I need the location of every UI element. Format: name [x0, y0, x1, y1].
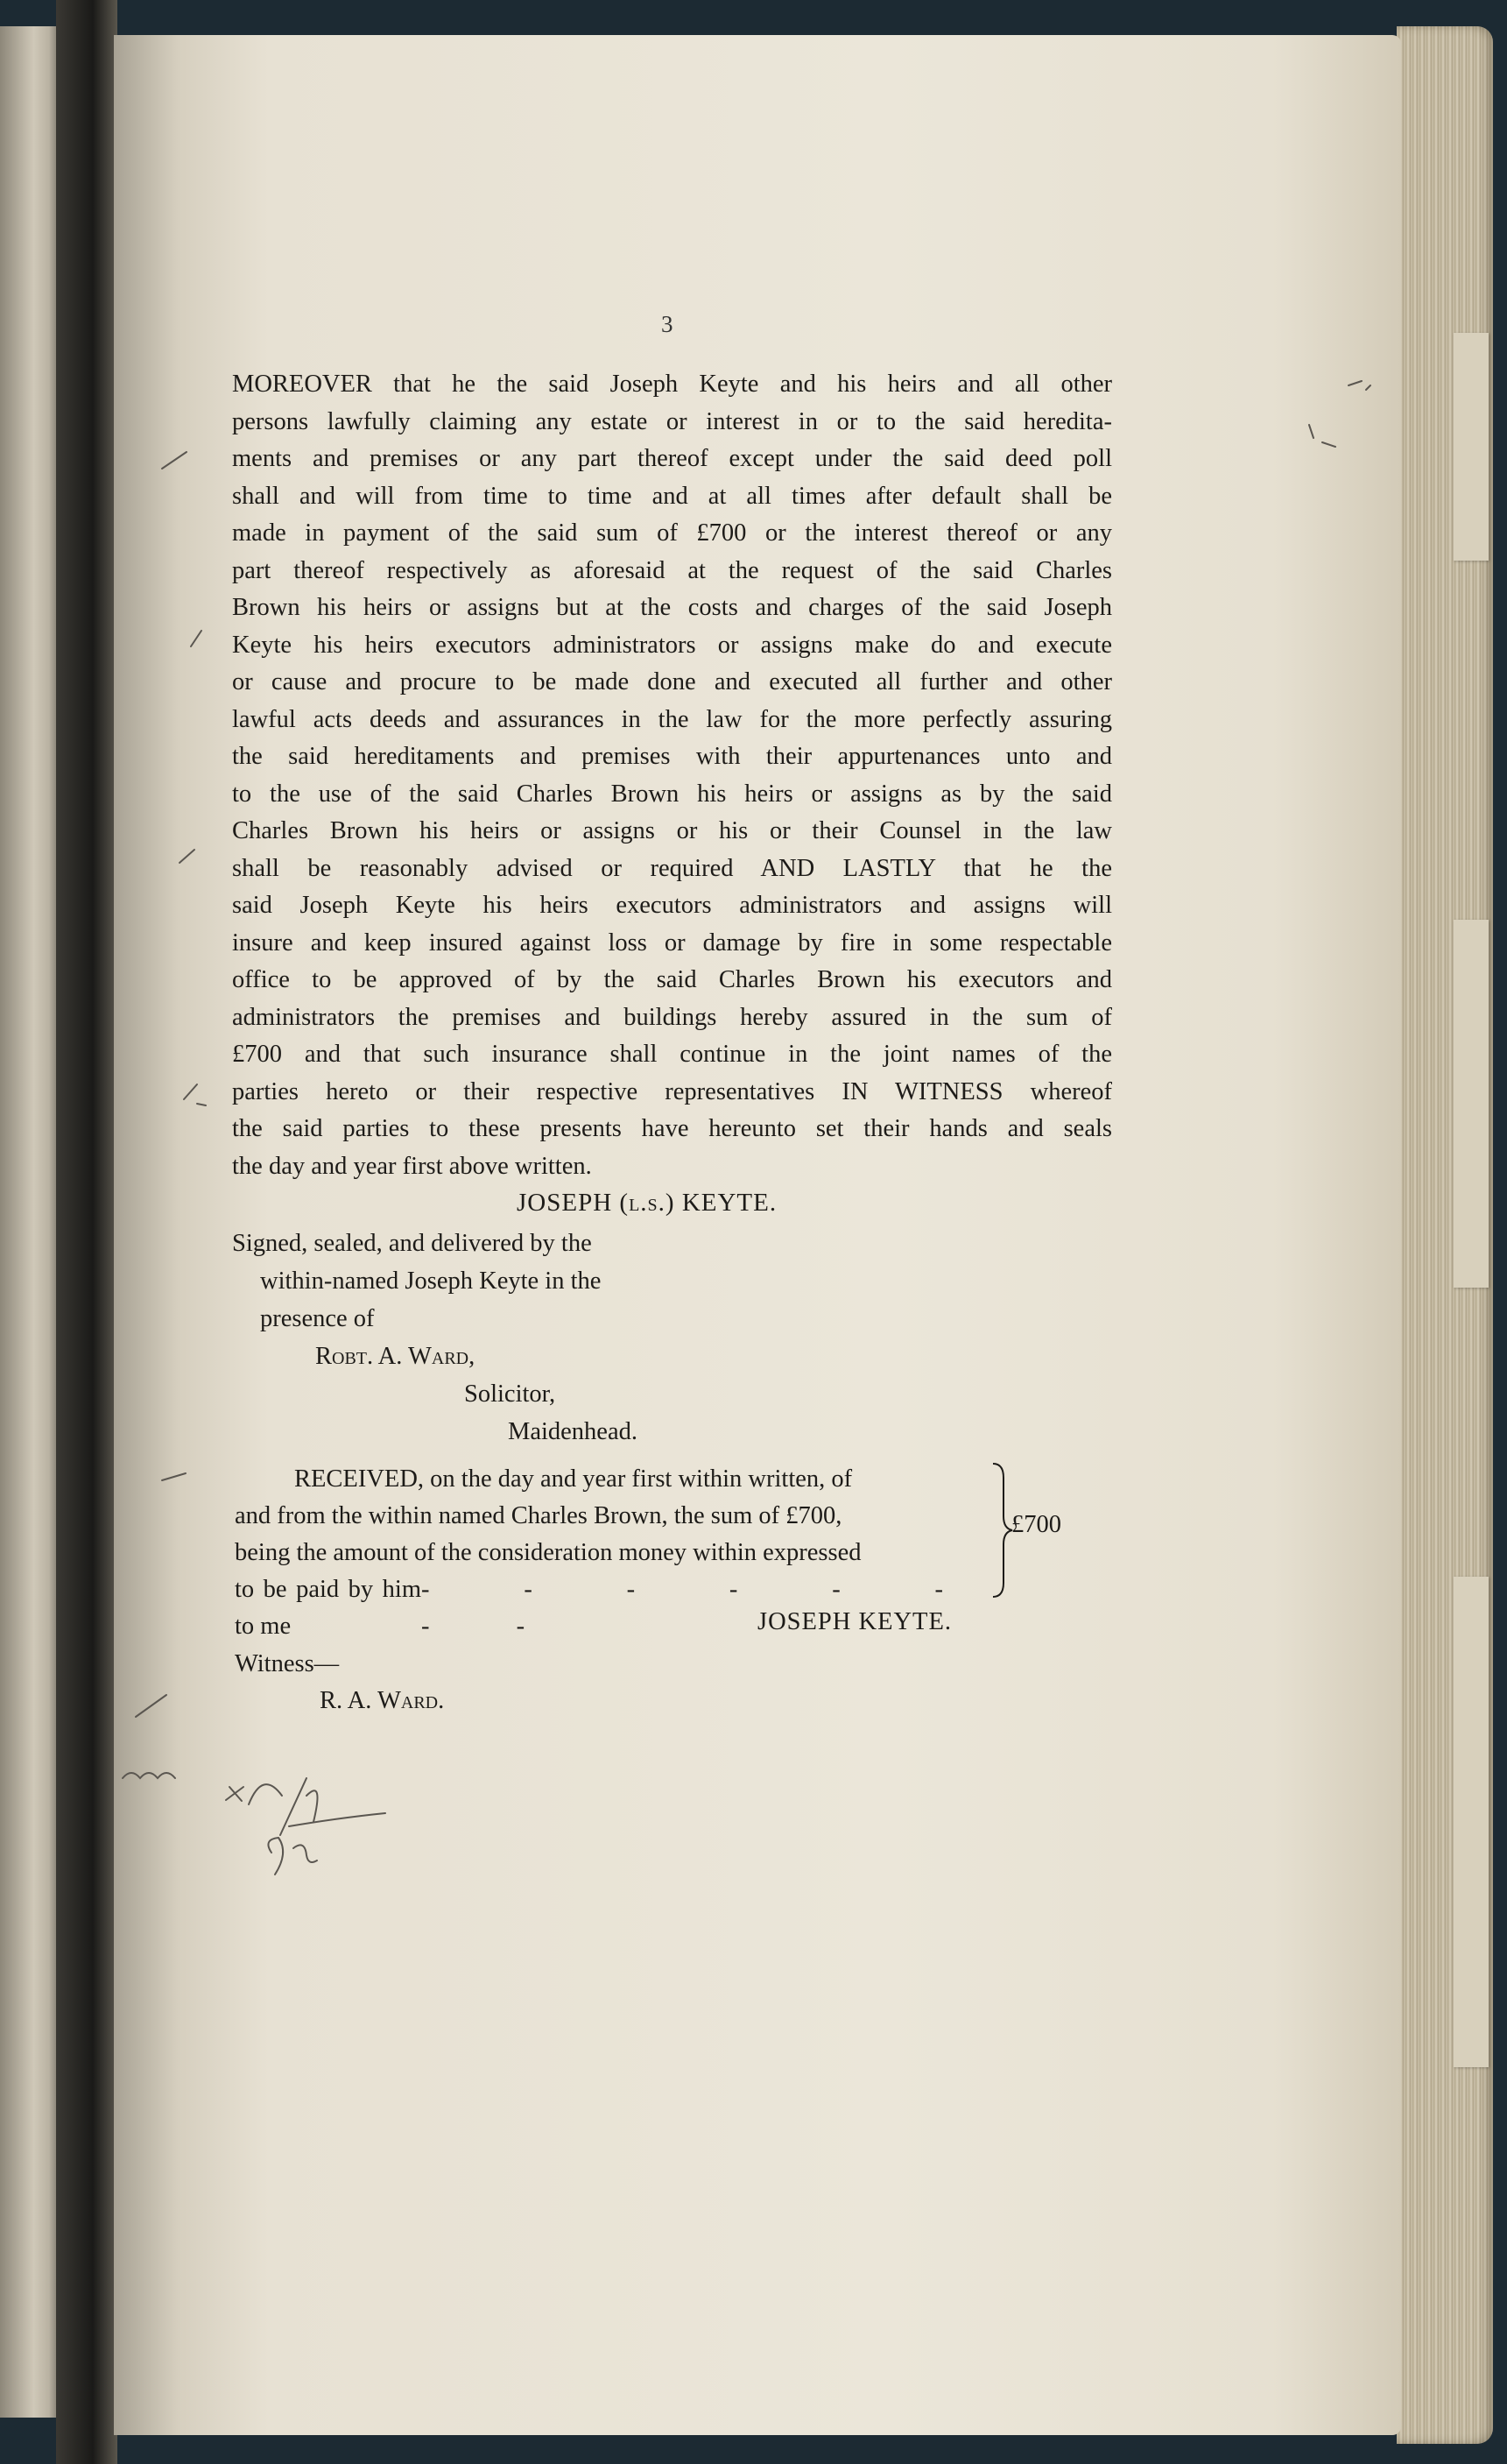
left-page-edge: [0, 26, 61, 2418]
body-line: administrators the premises and buildings hereby assured in the sum of: [232, 1003, 1112, 1031]
page-tab: [1454, 920, 1489, 1288]
body-line: the said parties to these presents have hereunto set their hands and seals: [232, 1115, 1112, 1142]
witness-place: Maidenhead.: [508, 1418, 637, 1445]
signature-first-name: JOSEPH: [517, 1189, 613, 1217]
attestation-clause: [232, 1225, 637, 1451]
body-line: insure and keep insured against loss or damage by fire in some respectable: [232, 928, 1112, 957]
body-line: the said hereditaments and premises with their appurtenances unto and: [232, 743, 1112, 770]
body-line: persons lawfully claiming any estate or interest in or to the said heredita-: [232, 407, 1112, 435]
receipt-dashes: - - - - - - - -: [421, 1576, 983, 1640]
body-line: Keyte his heirs executors administrators or assigns make do and execute: [232, 631, 1112, 659]
body-line: or cause and procure to be made done and executed all further and other: [232, 668, 1112, 695]
witness-label: Witness—: [235, 1650, 340, 1677]
signature-line: [517, 1189, 777, 1218]
body-line: Brown his heirs or assigns but at the costs and charges of the said Joseph: [232, 594, 1112, 621]
body-line: said Joseph Keyte his heirs executors administrators and assigns will: [232, 892, 1112, 919]
receipt-amount: £700: [1011, 1511, 1061, 1538]
attestation-line: Signed, sealed, and delivered by the: [232, 1230, 592, 1257]
deed-body-text: [232, 366, 1112, 1185]
page-number: 3: [661, 311, 673, 337]
body-line: shall be reasonably advised or required AND LASTLY that he the: [232, 854, 1112, 882]
body-line: the day and year first above written.: [232, 1152, 592, 1180]
body-line: shall and will from time to time and at all times after default shall be: [232, 482, 1112, 510]
attestation-line: within-named Joseph Keyte in the: [260, 1267, 602, 1295]
receipt-line: and from the within named Charles Brown, the sum of £700,: [235, 1502, 842, 1529]
attestation-line: presence of: [260, 1305, 375, 1332]
page-tab: [1454, 1577, 1489, 2067]
body-line: office to be approved of by the said Charles Brown his executors and: [232, 966, 1112, 993]
witness-signature: R. A. Ward.: [320, 1687, 445, 1714]
body-line: MOREOVER that he the said Joseph Keyte and his heirs and all other: [232, 371, 1112, 398]
body-line: to the use of the said Charles Brown his heirs or assigns as by the said: [232, 780, 1112, 808]
witness-name: Robt. A. Ward,: [315, 1343, 475, 1370]
body-line: ments and premises or any part thereof except under the said deed poll: [232, 445, 1112, 472]
receipt-line: RECEIVED, on the day and year first within written, of: [294, 1465, 853, 1493]
receipt-line: being the amount of the consideration money within expressed: [235, 1539, 862, 1566]
page-tab: [1454, 333, 1489, 561]
seal-mark: (l.s.): [619, 1189, 675, 1217]
signature-last-name: KEYTE.: [681, 1189, 778, 1217]
receipt-signature: JOSEPH KEYTE.: [757, 1608, 953, 1635]
curly-brace-icon: [989, 1460, 1014, 1600]
body-line: part thereof respectively as aforesaid at the request of the said Charles: [232, 556, 1112, 584]
body-line: £700 and that such insurance shall continue in the joint names of the: [232, 1041, 1112, 1068]
receipt-line-text: to be paid by him to me: [235, 1576, 422, 1640]
body-line: lawful acts deeds and assurances in the law for the more perfectly assuring: [232, 705, 1112, 733]
body-line: made in payment of the said sum of £700 or the interest thereof or any: [232, 519, 1112, 547]
body-line: parties hereto or their respective representatives IN WITNESS whereof: [232, 1077, 1112, 1105]
body-line: Charles Brown his heirs or assigns or his or their Counsel in the law: [232, 817, 1112, 844]
witness-title: Solicitor,: [464, 1380, 556, 1408]
book-spine: [56, 0, 117, 2464]
